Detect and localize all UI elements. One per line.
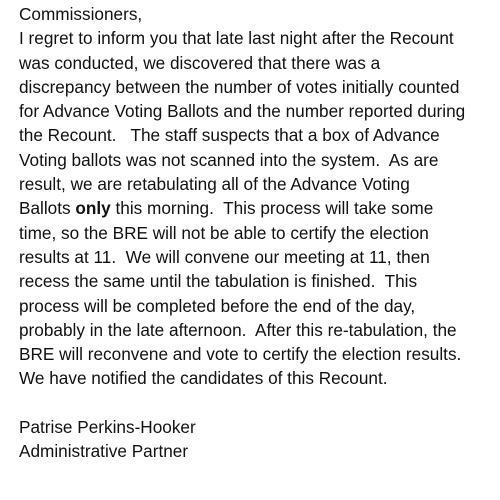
- body-line-6: Voting ballots was not scanned into the system. As are: [19, 149, 439, 170]
- emphasis-only: only: [75, 198, 111, 219]
- body-line-14: BRE will reconvene and vote to certify the election results.: [19, 344, 462, 365]
- signature-title: Administrative Partner: [19, 441, 189, 462]
- body-line-3: discrepancy between the number of votes initially counted: [19, 76, 460, 97]
- body-line-8-before: Ballots: [19, 198, 76, 219]
- body-line-7: result, we are retabulating all of the Advance Voting: [19, 174, 410, 195]
- body-line-4: for Advance Voting Ballots and the number reported during: [19, 101, 466, 122]
- body-line-8-after: this morning. This process will take some: [110, 198, 434, 219]
- body-line-13: probably in the late afternoon. After this re-tabulation, the: [19, 319, 457, 340]
- body-line-5: the Recount. The staff suspects that a box of Advance: [19, 125, 440, 146]
- signature-spacer: [19, 391, 497, 415]
- body-line-1: I regret to inform you that late last night after the Recount: [19, 28, 454, 49]
- body-line-15: We have notified the candidates of this Recount.: [19, 368, 388, 389]
- salutation: Commissioners,: [19, 4, 143, 24]
- body-line-2: was conducted, we discovered that there was a: [19, 52, 381, 73]
- body-line-11: recess the same until the tabulation is finished. This: [19, 271, 418, 292]
- signature-name: Patrise Perkins-Hooker: [19, 416, 196, 437]
- body-line-12: process will be completed before the end of the day,: [19, 295, 416, 316]
- body-line-10: results at 11. We will convene our meeting at 11, then: [19, 246, 430, 267]
- email-body: [19, 2, 497, 463]
- body-line-9: time, so the BRE will not be able to certify the election: [19, 222, 429, 243]
- body-line-8: [19, 196, 497, 220]
